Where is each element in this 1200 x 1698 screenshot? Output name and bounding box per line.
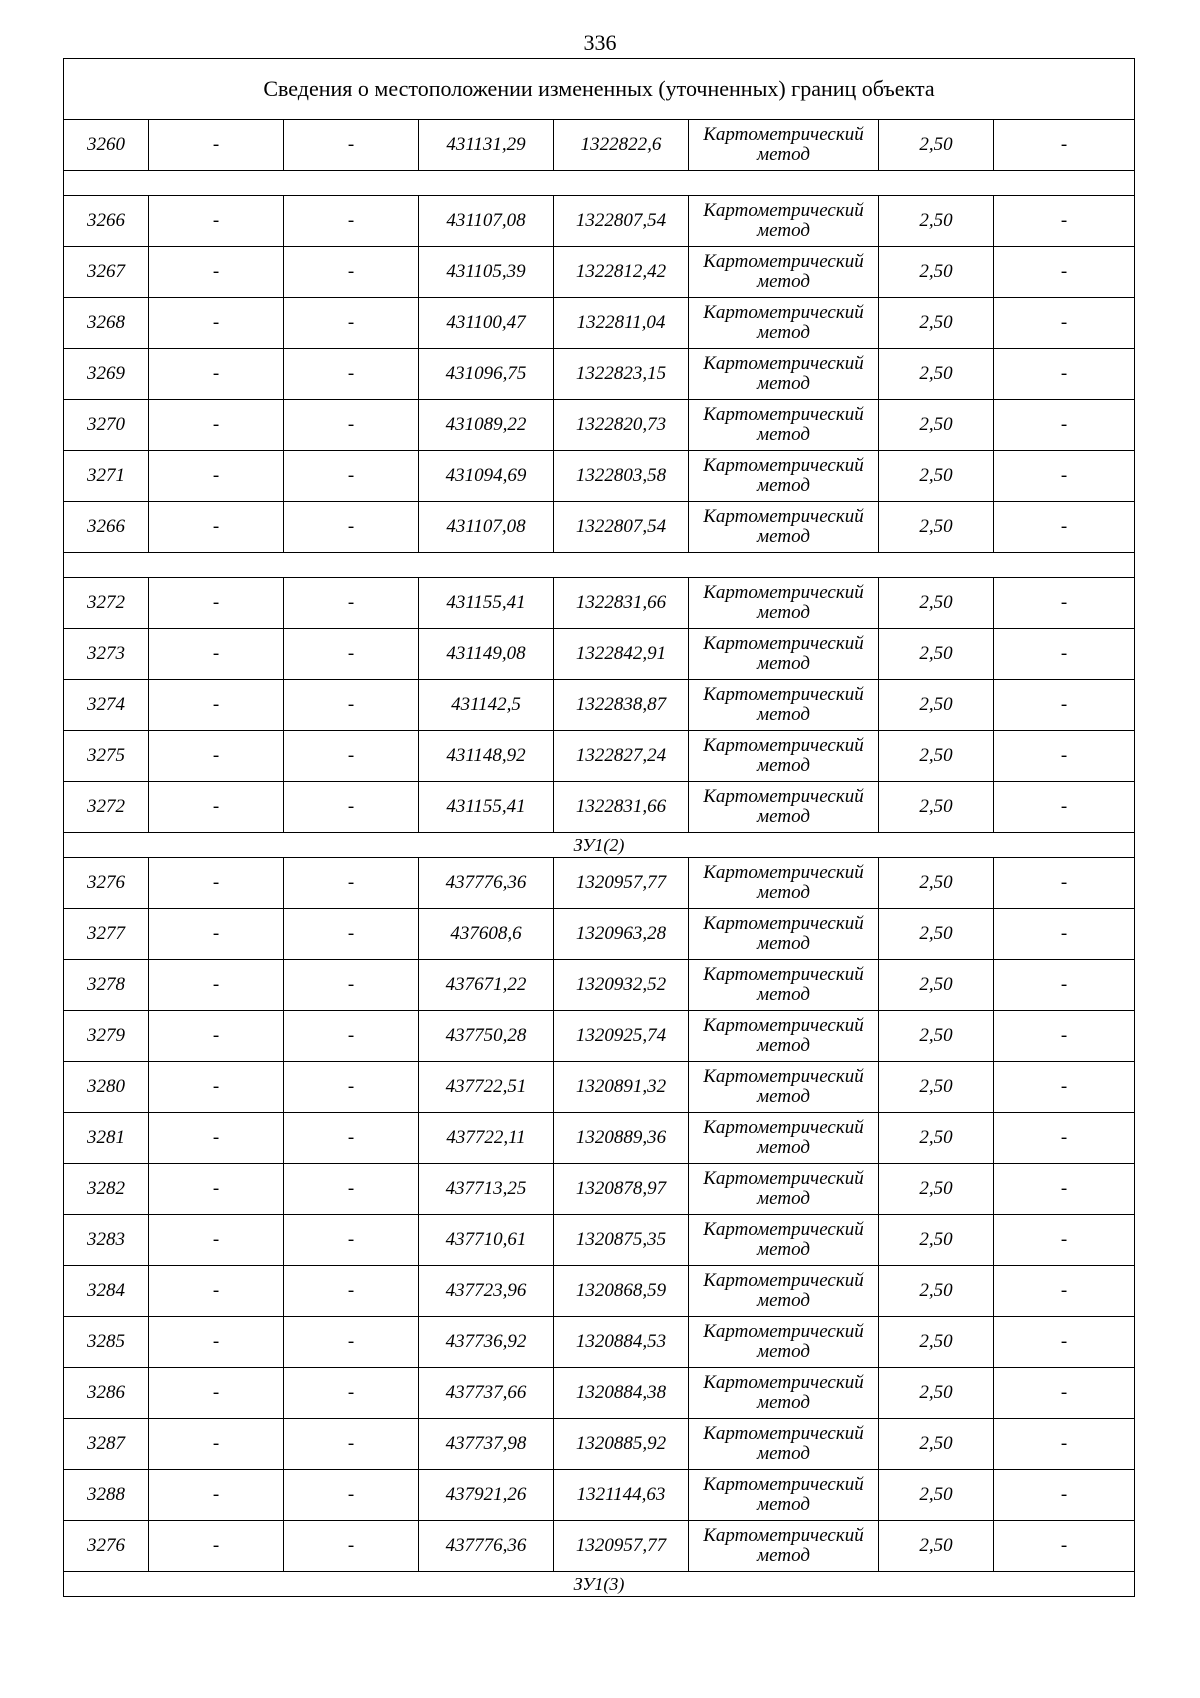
table-body (64, 59, 1135, 1597)
old-y-cell: - (284, 782, 419, 833)
old-y-cell: - (284, 502, 419, 553)
accuracy-cell: 2,50 (879, 349, 994, 400)
table-row (64, 1164, 1135, 1215)
accuracy-cell: 2,50 (879, 731, 994, 782)
point-number-cell: 3279 (64, 1011, 149, 1062)
point-number-cell: 3260 (64, 120, 149, 171)
old-y-cell: - (284, 960, 419, 1011)
old-y-cell: - (284, 909, 419, 960)
y-coordinate-cell: 1322827,24 (554, 731, 689, 782)
point-number-cell: 3274 (64, 680, 149, 731)
accuracy-cell: 2,50 (879, 1011, 994, 1062)
x-coordinate-cell: 437671,22 (419, 960, 554, 1011)
old-y-cell: - (284, 1215, 419, 1266)
x-coordinate-cell: 431155,41 (419, 782, 554, 833)
old-x-cell: - (149, 960, 284, 1011)
point-number-cell: 3277 (64, 909, 149, 960)
method-cell: Картометрический метод (689, 629, 879, 680)
y-coordinate-cell: 1320891,32 (554, 1062, 689, 1113)
point-number-cell: 3266 (64, 502, 149, 553)
method-cell: Картометрический метод (689, 120, 879, 171)
y-coordinate-cell: 1322823,15 (554, 349, 689, 400)
accuracy-cell: 2,50 (879, 578, 994, 629)
accuracy-cell: 2,50 (879, 858, 994, 909)
y-coordinate-cell: 1322807,54 (554, 502, 689, 553)
method-cell: Картометрический метод (689, 909, 879, 960)
table-row (64, 1113, 1135, 1164)
old-y-cell: - (284, 1368, 419, 1419)
point-number-cell: 3275 (64, 731, 149, 782)
method-cell: Картометрический метод (689, 247, 879, 298)
point-number-cell: 3278 (64, 960, 149, 1011)
accuracy-cell: 2,50 (879, 1470, 994, 1521)
y-coordinate-cell: 1320925,74 (554, 1011, 689, 1062)
description-cell: - (994, 629, 1135, 680)
accuracy-cell: 2,50 (879, 1215, 994, 1266)
y-coordinate-cell: 1322831,66 (554, 578, 689, 629)
accuracy-cell: 2,50 (879, 1113, 994, 1164)
accuracy-cell: 2,50 (879, 120, 994, 171)
table-row (64, 680, 1135, 731)
old-y-cell: - (284, 247, 419, 298)
accuracy-cell: 2,50 (879, 1062, 994, 1113)
y-coordinate-cell: 1320885,92 (554, 1419, 689, 1470)
old-y-cell: - (284, 680, 419, 731)
table-row (64, 1317, 1135, 1368)
old-x-cell: - (149, 629, 284, 680)
x-coordinate-cell: 431148,92 (419, 731, 554, 782)
method-cell: Картометрический метод (689, 782, 879, 833)
table-row (64, 1419, 1135, 1470)
method-cell: Картометрический метод (689, 1215, 879, 1266)
description-cell: - (994, 680, 1135, 731)
old-x-cell: - (149, 1521, 284, 1572)
point-number-cell: 3286 (64, 1368, 149, 1419)
description-cell: - (994, 298, 1135, 349)
old-x-cell: - (149, 1215, 284, 1266)
coordinates-table (63, 58, 1135, 1597)
x-coordinate-cell: 431089,22 (419, 400, 554, 451)
old-y-cell: - (284, 1062, 419, 1113)
point-number-cell: 3271 (64, 451, 149, 502)
x-coordinate-cell: 431094,69 (419, 451, 554, 502)
accuracy-cell: 2,50 (879, 451, 994, 502)
table-row (64, 502, 1135, 553)
table-row (64, 196, 1135, 247)
accuracy-cell: 2,50 (879, 1317, 994, 1368)
old-y-cell: - (284, 1266, 419, 1317)
point-number-cell: 3266 (64, 196, 149, 247)
old-x-cell: - (149, 1011, 284, 1062)
old-x-cell: - (149, 680, 284, 731)
x-coordinate-cell: 437921,26 (419, 1470, 554, 1521)
old-y-cell: - (284, 629, 419, 680)
old-x-cell: - (149, 502, 284, 553)
x-coordinate-cell: 431107,08 (419, 196, 554, 247)
old-x-cell: - (149, 858, 284, 909)
x-coordinate-cell: 431100,47 (419, 298, 554, 349)
method-cell: Картометрический метод (689, 1113, 879, 1164)
y-coordinate-cell: 1320884,53 (554, 1317, 689, 1368)
point-number-cell: 3282 (64, 1164, 149, 1215)
x-coordinate-cell: 431131,29 (419, 120, 554, 171)
old-x-cell: - (149, 1317, 284, 1368)
method-cell: Картометрический метод (689, 1062, 879, 1113)
old-y-cell: - (284, 858, 419, 909)
old-y-cell: - (284, 578, 419, 629)
y-coordinate-cell: 1322807,54 (554, 196, 689, 247)
point-number-cell: 3280 (64, 1062, 149, 1113)
y-coordinate-cell: 1320889,36 (554, 1113, 689, 1164)
y-coordinate-cell: 1320932,52 (554, 960, 689, 1011)
old-y-cell: - (284, 1113, 419, 1164)
accuracy-cell: 2,50 (879, 298, 994, 349)
y-coordinate-cell: 1320957,77 (554, 858, 689, 909)
description-cell: - (994, 1062, 1135, 1113)
old-y-cell: - (284, 298, 419, 349)
x-coordinate-cell: 437608,6 (419, 909, 554, 960)
old-x-cell: - (149, 1164, 284, 1215)
accuracy-cell: 2,50 (879, 1368, 994, 1419)
old-y-cell: - (284, 196, 419, 247)
old-x-cell: - (149, 196, 284, 247)
x-coordinate-cell: 437737,98 (419, 1419, 554, 1470)
method-cell: Картометрический метод (689, 578, 879, 629)
table-row (64, 1011, 1135, 1062)
method-cell: Картометрический метод (689, 1164, 879, 1215)
table-title-row (64, 59, 1135, 120)
old-x-cell: - (149, 1062, 284, 1113)
old-y-cell: - (284, 349, 419, 400)
table-row (64, 782, 1135, 833)
description-cell: - (994, 578, 1135, 629)
y-coordinate-cell: 1320963,28 (554, 909, 689, 960)
y-coordinate-cell: 1322803,58 (554, 451, 689, 502)
method-cell: Картометрический метод (689, 1521, 879, 1572)
y-coordinate-cell: 1320868,59 (554, 1266, 689, 1317)
method-cell: Картометрический метод (689, 680, 879, 731)
accuracy-cell: 2,50 (879, 247, 994, 298)
old-x-cell: - (149, 298, 284, 349)
method-cell: Картометрический метод (689, 1011, 879, 1062)
y-coordinate-cell: 1322831,66 (554, 782, 689, 833)
point-number-cell: 3287 (64, 1419, 149, 1470)
point-number-cell: 3273 (64, 629, 149, 680)
y-coordinate-cell: 1321144,63 (554, 1470, 689, 1521)
point-number-cell: 3268 (64, 298, 149, 349)
description-cell: - (994, 1113, 1135, 1164)
point-number-cell: 3276 (64, 1521, 149, 1572)
table-row (64, 1368, 1135, 1419)
old-x-cell: - (149, 451, 284, 502)
section-label: ЗУ1(2) (64, 833, 1135, 858)
method-cell: Картометрический метод (689, 1317, 879, 1368)
old-y-cell: - (284, 120, 419, 171)
old-y-cell: - (284, 400, 419, 451)
table-row (64, 629, 1135, 680)
method-cell: Картометрический метод (689, 502, 879, 553)
point-number-cell: 3270 (64, 400, 149, 451)
description-cell: - (994, 400, 1135, 451)
old-x-cell: - (149, 578, 284, 629)
x-coordinate-cell: 437722,51 (419, 1062, 554, 1113)
table-row (64, 909, 1135, 960)
method-cell: Картометрический метод (689, 349, 879, 400)
accuracy-cell: 2,50 (879, 960, 994, 1011)
method-cell: Картометрический метод (689, 731, 879, 782)
description-cell: - (994, 247, 1135, 298)
table-row (64, 298, 1135, 349)
old-y-cell: - (284, 1419, 419, 1470)
point-number-cell: 3272 (64, 782, 149, 833)
description-cell: - (994, 1164, 1135, 1215)
description-cell: - (994, 1470, 1135, 1521)
y-coordinate-cell: 1322838,87 (554, 680, 689, 731)
method-cell: Картометрический метод (689, 960, 879, 1011)
description-cell: - (994, 1266, 1135, 1317)
y-coordinate-cell: 1322842,91 (554, 629, 689, 680)
old-y-cell: - (284, 1011, 419, 1062)
description-cell: - (994, 1011, 1135, 1062)
point-number-cell: 3288 (64, 1470, 149, 1521)
old-x-cell: - (149, 247, 284, 298)
accuracy-cell: 2,50 (879, 782, 994, 833)
accuracy-cell: 2,50 (879, 1164, 994, 1215)
description-cell: - (994, 909, 1135, 960)
old-x-cell: - (149, 909, 284, 960)
point-number-cell: 3267 (64, 247, 149, 298)
y-coordinate-cell: 1320875,35 (554, 1215, 689, 1266)
description-cell: - (994, 782, 1135, 833)
separator-cell (64, 553, 1135, 578)
x-coordinate-cell: 437776,36 (419, 1521, 554, 1572)
description-cell: - (994, 120, 1135, 171)
method-cell: Картометрический метод (689, 858, 879, 909)
x-coordinate-cell: 437710,61 (419, 1215, 554, 1266)
table-row (64, 960, 1135, 1011)
table-row (64, 451, 1135, 502)
accuracy-cell: 2,50 (879, 196, 994, 247)
method-cell: Картометрический метод (689, 451, 879, 502)
description-cell: - (994, 731, 1135, 782)
description-cell: - (994, 960, 1135, 1011)
x-coordinate-cell: 437722,11 (419, 1113, 554, 1164)
point-number-cell: 3281 (64, 1113, 149, 1164)
x-coordinate-cell: 437723,96 (419, 1266, 554, 1317)
table-row (64, 247, 1135, 298)
old-x-cell: - (149, 120, 284, 171)
old-x-cell: - (149, 782, 284, 833)
table-row (64, 578, 1135, 629)
table-row (64, 1470, 1135, 1521)
table-row (64, 731, 1135, 782)
x-coordinate-cell: 431142,5 (419, 680, 554, 731)
table-row (64, 1266, 1135, 1317)
point-number-cell: 3269 (64, 349, 149, 400)
point-number-cell: 3272 (64, 578, 149, 629)
x-coordinate-cell: 431096,75 (419, 349, 554, 400)
old-x-cell: - (149, 731, 284, 782)
description-cell: - (994, 196, 1135, 247)
old-x-cell: - (149, 1470, 284, 1521)
table-row (64, 1521, 1135, 1572)
x-coordinate-cell: 431155,41 (419, 578, 554, 629)
y-coordinate-cell: 1322822,6 (554, 120, 689, 171)
x-coordinate-cell: 431149,08 (419, 629, 554, 680)
accuracy-cell: 2,50 (879, 400, 994, 451)
y-coordinate-cell: 1322812,42 (554, 247, 689, 298)
x-coordinate-cell: 437713,25 (419, 1164, 554, 1215)
old-x-cell: - (149, 1113, 284, 1164)
description-cell: - (994, 858, 1135, 909)
separator-row (64, 553, 1135, 578)
description-cell: - (994, 1521, 1135, 1572)
table-title: Сведения о местоположении измененных (уточненных) границ объекта (64, 59, 1135, 120)
table-row (64, 400, 1135, 451)
page-number: 336 (583, 30, 617, 55)
y-coordinate-cell: 1322811,04 (554, 298, 689, 349)
point-number-cell: 3284 (64, 1266, 149, 1317)
description-cell: - (994, 1419, 1135, 1470)
section-header-row (64, 1572, 1135, 1597)
separator-cell (64, 171, 1135, 196)
table-row (64, 1215, 1135, 1266)
x-coordinate-cell: 437776,36 (419, 858, 554, 909)
method-cell: Картометрический метод (689, 1419, 879, 1470)
old-y-cell: - (284, 731, 419, 782)
method-cell: Картометрический метод (689, 1470, 879, 1521)
description-cell: - (994, 502, 1135, 553)
point-number-cell: 3276 (64, 858, 149, 909)
old-y-cell: - (284, 1521, 419, 1572)
method-cell: Картометрический метод (689, 400, 879, 451)
x-coordinate-cell: 431107,08 (419, 502, 554, 553)
description-cell: - (994, 451, 1135, 502)
accuracy-cell: 2,50 (879, 909, 994, 960)
section-label: ЗУ1(3) (64, 1572, 1135, 1597)
old-y-cell: - (284, 1317, 419, 1368)
table-row (64, 858, 1135, 909)
accuracy-cell: 2,50 (879, 502, 994, 553)
description-cell: - (994, 1215, 1135, 1266)
description-cell: - (994, 349, 1135, 400)
old-y-cell: - (284, 1164, 419, 1215)
x-coordinate-cell: 437737,66 (419, 1368, 554, 1419)
table-row (64, 120, 1135, 171)
old-x-cell: - (149, 1419, 284, 1470)
x-coordinate-cell: 437750,28 (419, 1011, 554, 1062)
accuracy-cell: 2,50 (879, 680, 994, 731)
y-coordinate-cell: 1320884,38 (554, 1368, 689, 1419)
section-header-row (64, 833, 1135, 858)
point-number-cell: 3283 (64, 1215, 149, 1266)
old-x-cell: - (149, 1266, 284, 1317)
description-cell: - (994, 1368, 1135, 1419)
accuracy-cell: 2,50 (879, 629, 994, 680)
method-cell: Картометрический метод (689, 1266, 879, 1317)
y-coordinate-cell: 1322820,73 (554, 400, 689, 451)
x-coordinate-cell: 437736,92 (419, 1317, 554, 1368)
old-x-cell: - (149, 400, 284, 451)
y-coordinate-cell: 1320957,77 (554, 1521, 689, 1572)
point-number-cell: 3285 (64, 1317, 149, 1368)
old-x-cell: - (149, 349, 284, 400)
method-cell: Картометрический метод (689, 1368, 879, 1419)
accuracy-cell: 2,50 (879, 1521, 994, 1572)
accuracy-cell: 2,50 (879, 1266, 994, 1317)
x-coordinate-cell: 431105,39 (419, 247, 554, 298)
accuracy-cell: 2,50 (879, 1419, 994, 1470)
y-coordinate-cell: 1320878,97 (554, 1164, 689, 1215)
method-cell: Картометрический метод (689, 298, 879, 349)
old-y-cell: - (284, 451, 419, 502)
description-cell: - (994, 1317, 1135, 1368)
table-row (64, 349, 1135, 400)
method-cell: Картометрический метод (689, 196, 879, 247)
separator-row (64, 171, 1135, 196)
table-row (64, 1062, 1135, 1113)
old-x-cell: - (149, 1368, 284, 1419)
old-y-cell: - (284, 1470, 419, 1521)
